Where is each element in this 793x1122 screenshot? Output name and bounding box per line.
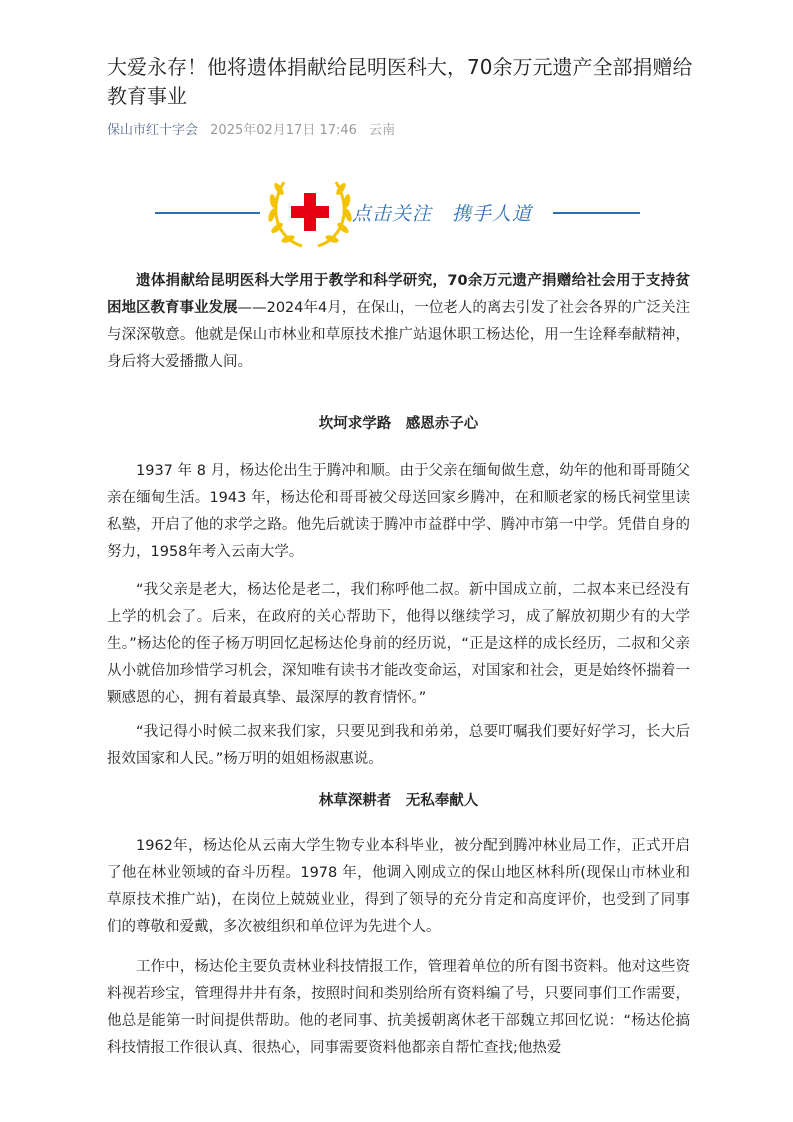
- intro-lead: 遗体捐献给昆明医科大学用于教学和科学研究，70余万元遗产捐赠给社会用于支持贫困地区教育事业发展: [107, 273, 690, 316]
- section-heading-2: 林草深耕者 无私奉献人: [318, 793, 479, 809]
- article-meta: [107, 121, 395, 141]
- section-heading-1: 坎坷求学路 感恩赤子心: [318, 416, 479, 432]
- publish-date: 2025年02月17日 17:46: [210, 123, 357, 138]
- paragraph-2: “我父亲是老大，杨达伦是老二，我们称呼他二叔。新中国成立前，二叔本来已经没有上学的机会了。后来，在政府的关心帮助下，他得以继续学习，成了解放初期少有的大学生。”杨达伦的侄子杨万明回忆起杨达伦身前的经历说，“正是这样的成长经历，二叔和父亲从小就倍加珍惜学习机会，深知唯有读书才能改变命运，对国家和社会，更是始终怀揣着一颗感恩的心，拥有着最真挚、最深厚的教育情怀。”: [107, 582, 690, 706]
- banner-slogan: 点击关注 携手人道: [352, 203, 533, 225]
- source-account-link[interactable]: 保山市红十字会: [107, 123, 199, 138]
- article-title: 大爱永存！他将遗体捐献给昆明医科大，70余万元遗产全部捐赠给教育事业: [107, 55, 693, 108]
- publish-location: 云南: [369, 123, 396, 138]
- intro-paragraph: [107, 268, 690, 376]
- intro-text: ——2024年4月，在保山，一位老人的离去引发了社会各界的广泛关注与深深敬意。他就是保山市林业和草原技术推广站退休职工杨达伦，用一生诠释奉献精神，身后将大爱播撒人间。: [107, 300, 690, 370]
- paragraph-3: “我记得小时候二叔来我们家，只要见到我和弟弟，总要叮嘱我们要好好学习，长大后报效国家和人民。”杨万明的姐姐杨淑惠说。: [107, 724, 690, 767]
- paragraph-5: 工作中，杨达伦主要负责林业科技情报工作，管理着单位的所有图书资料。他对这些资料视若珍宝，管理得井井有条，按照时间和类别给所有资料编了号，只要同事们工作需要，他总是能第一时间提供帮助。他的老同事、抗美援朝离休老干部魏立邦回忆说：“杨达伦搞科技情报工作很认真、很热心，同事需要资料他都亲自帮忙查找;他热爱: [107, 959, 690, 1056]
- follow-banner[interactable]: [155, 172, 640, 252]
- paragraph-4: 1962年，杨达伦从云南大学生物专业本科毕业，被分配到腾冲林业局工作，正式开启了他在林业领域的奋斗历程。1978 年，他调入刚成立的保山地区林科所(现保山市林业和草原技术推广站)，在岗位上兢兢业业，得到了领导的充分肯定和高度评价，也受到了同事们的尊敬和爱戴，多次被组织和单位评为先进个人。: [107, 838, 690, 935]
- paragraph-1: 1937 年 8 月，杨达伦出生于腾冲和顺。由于父亲在缅甸做生意，幼年的他和哥哥随父亲在缅甸生活。1943 年，杨达伦和哥哥被父母送回家乡腾冲，在和顺老家的杨氏祠堂里读私塾，开启了他的求学之路。他先后就读于腾冲市益群中学、腾冲市第一中学。凭借自身的努力，1958年考入云南大学。: [107, 463, 690, 560]
